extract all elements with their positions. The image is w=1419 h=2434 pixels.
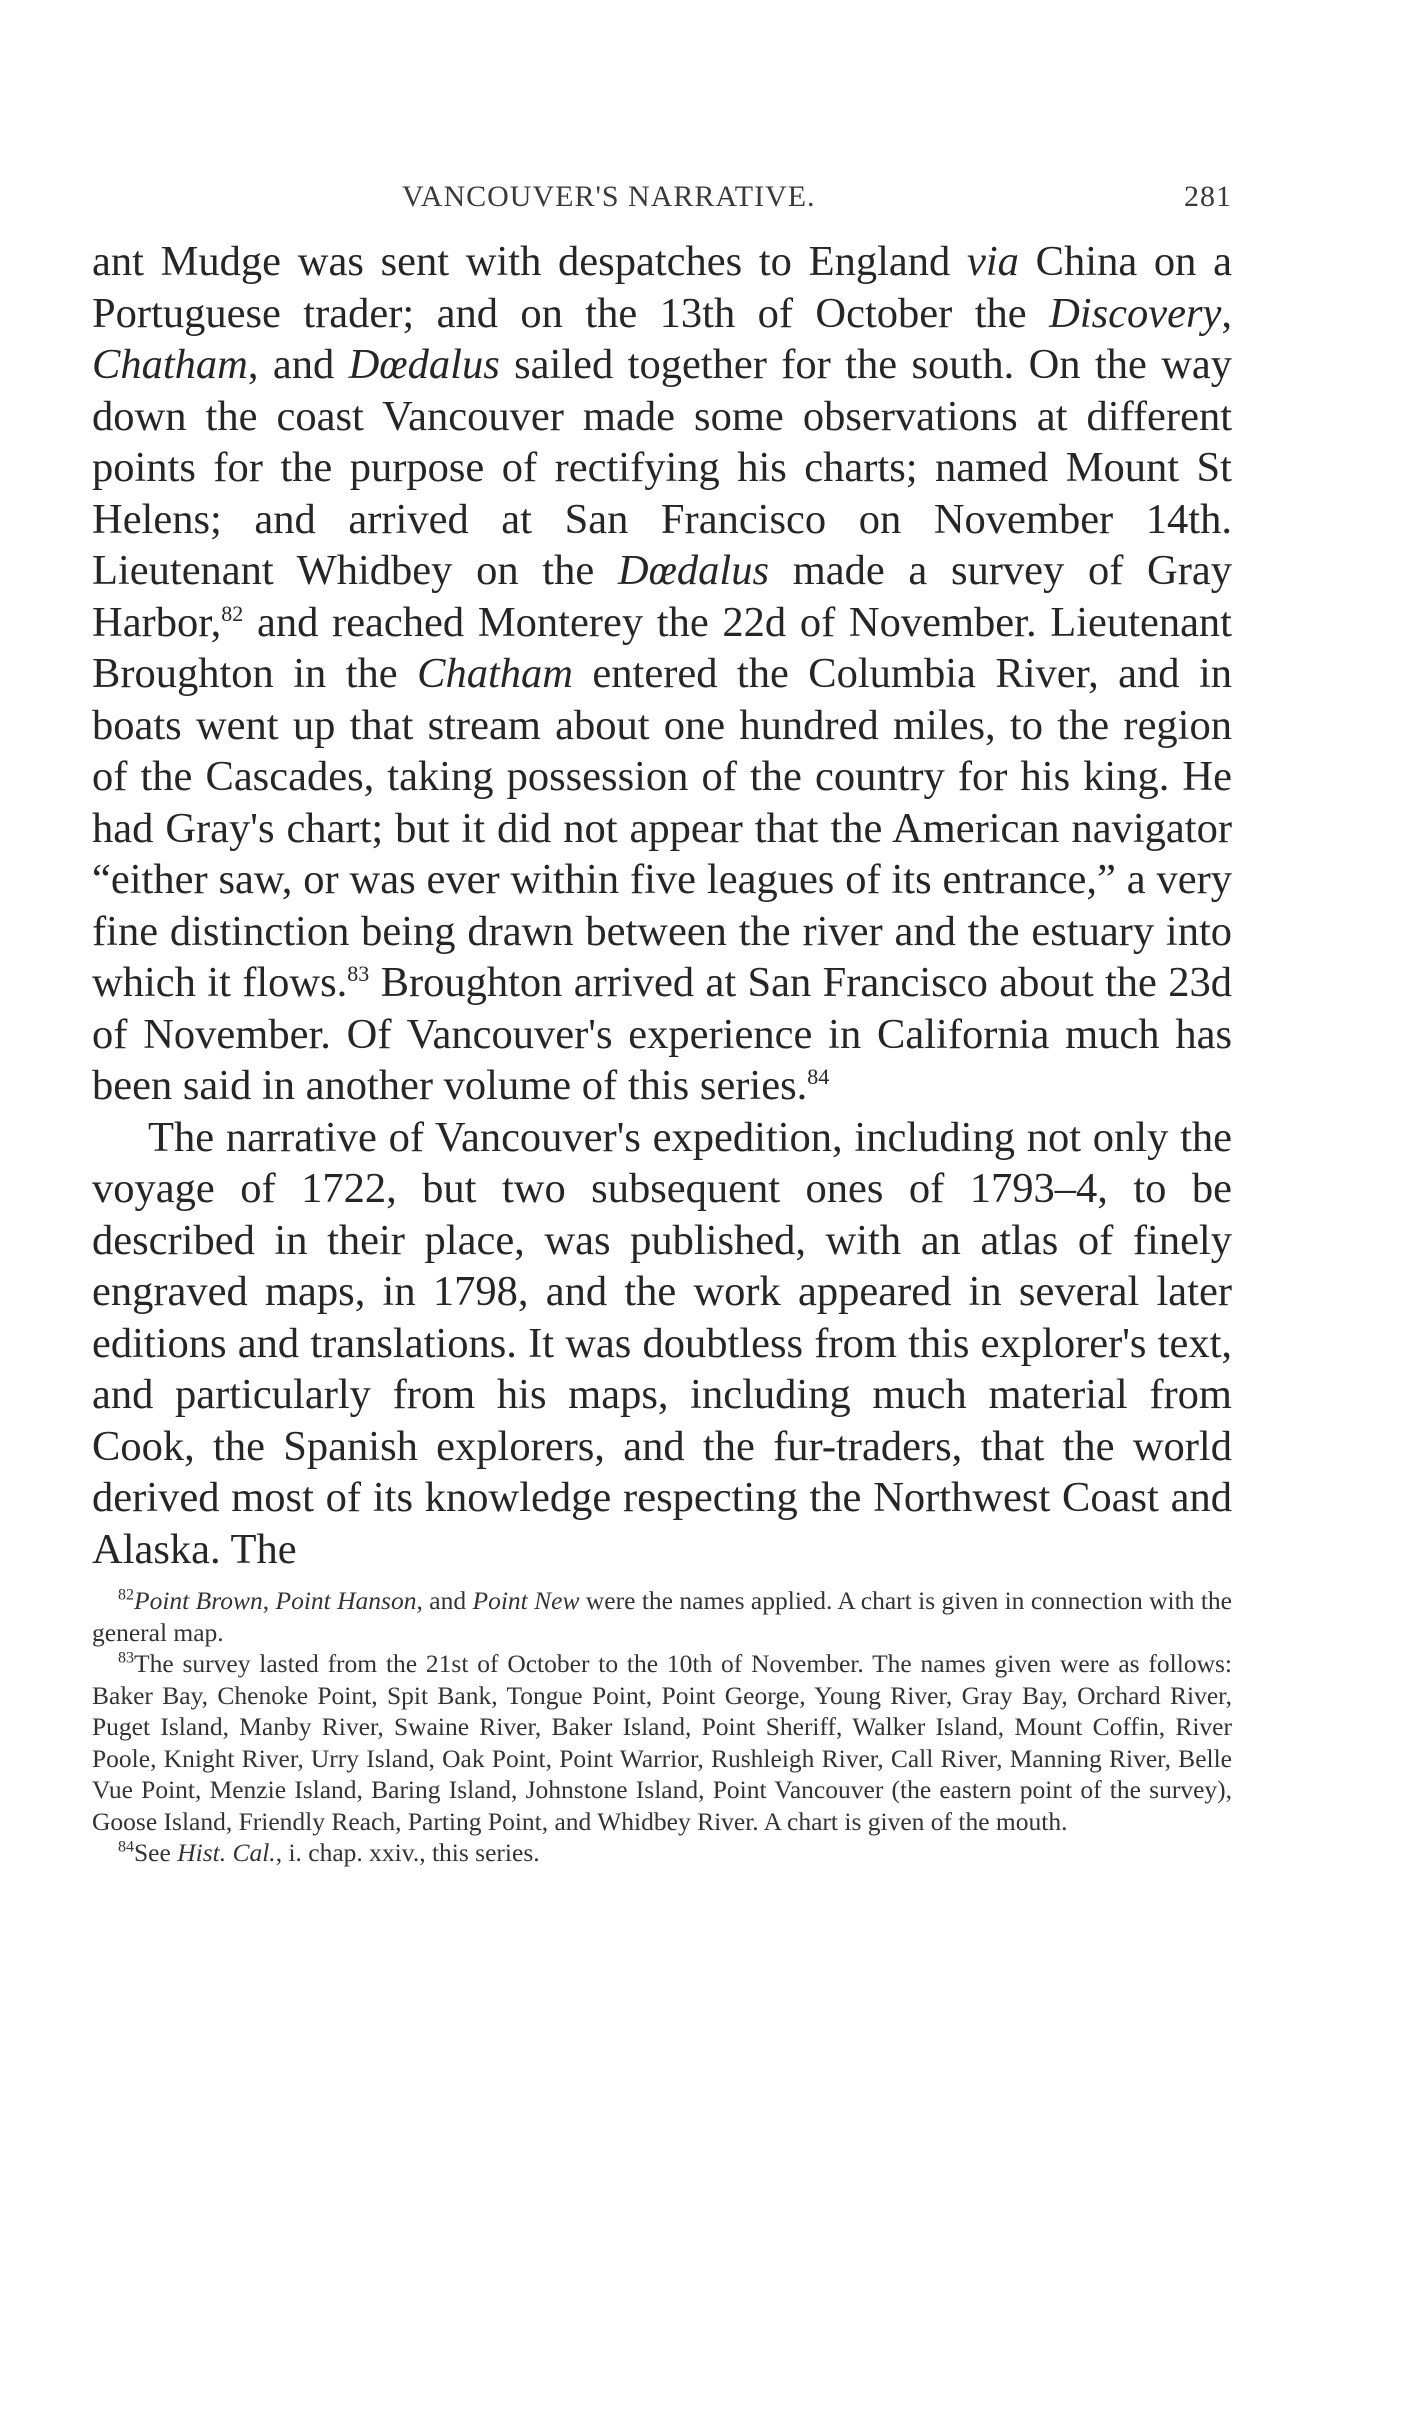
footnote-mark: 83: [118, 1649, 134, 1667]
paragraph-1: ant Mudge was sent with despatches to England via China on a Portuguese trader; and on the 13th of October the Discovery, Chatham, and Dœdalus sailed together for the south. On the way down the coast Vancouver made some observations at different points for the purpose of rectifying his charts; named Mount St Helens; and arrived at San Francisco on November 14th. Lieutenant Whidbey on the Dœdalus made a survey of Gray Harbor,$^{82}$ and reached Monterey the 22d of November. Lieutenant Broughton in the Chatham entered the Columbia River, and in boats went up that stream about one hundred miles, to the region of the Cascades, taking possession of the country for his king. He had Gray's chart; but it did not appear that the American navigator “either saw, or was ever within five leagues of its entrance,” a very fine distinction being drawn between the river and the estuary into which it flows.$^{83}$ Broughton arrived at San Francisco about the 23d of November. Of Vancouver's experience in California much has been said in another volume of this series.$^{84}$: [92, 238, 1233, 1109]
ship-name-discovery: Discovery: [1049, 289, 1222, 337]
footnote-mark: 84: [118, 1838, 134, 1856]
page-number: 281: [1184, 180, 1232, 213]
footnote-82: $^{82}$Point Brown, Point Hanson, and Point New were the names applied. A chart is given in connection with the general map.: [92, 1586, 1232, 1647]
ship-name-chatham: Chatham: [92, 341, 248, 388]
paragraph-2: The narrative of Vancouver's expedition, including not only the voyage of 1722, but two subsequent ones of 1793–4, to be described in their place, was published, with an atlas of finely engraved maps, in 1798, and the work appeared in several later editions and translations. It was doubtless from this explorer's text, and particularly from his maps, including much material from Cook, the Spanish explorers, and the fur-traders, that the world derived most of its knowledge respecting the Northwest Coast and Alaska. The: [92, 1113, 1232, 1573]
page-header: [92, 180, 1232, 224]
body-text: [92, 236, 1232, 1575]
book-page: [92, 180, 1232, 1869]
footnote-ref-83[interactable]: 83: [347, 960, 370, 986]
ship-name-daedalus: Dœdalus: [617, 547, 770, 594]
footnote-ref-82[interactable]: 82: [221, 600, 244, 626]
footnotes: [92, 1585, 1232, 1869]
footnote-ref-84[interactable]: 84: [807, 1063, 830, 1089]
footnote-83: $^{83}$The survey lasted from the 21st of October to the 10th of November. The names given were as follows: Baker Bay, Chenoke Point, Spit Bank, Tongue Point, Point George, Young River, Gray Bay, Orchard River, Puget Island, Manby River, Swaine River, Baker Island, Point Sheriff, Walker Island, Mount Coffin, River Poole, Knight River, Urry Island, Oak Point, Point Warrior, Rushleigh River, Call River, Manning River, Belle Vue Point, Menzie Island, Baring Island, Johnstone Island, Point Vancouver (the eastern point of the survey), Goose Island, Friendly Reach, Parting Point, and Whidbey River. A chart is given of the mouth.: [92, 1649, 1232, 1836]
running-title: VANCOUVER'S NARRATIVE.: [402, 180, 816, 213]
footnote-84: $^{84}$See Hist. Cal., i. chap. xxiv., this series.: [118, 1838, 540, 1867]
ship-name-daedalus: Dœdalus: [348, 341, 500, 388]
ship-name-chatham: Chatham: [417, 650, 573, 697]
footnote-mark: 82: [118, 1586, 134, 1604]
